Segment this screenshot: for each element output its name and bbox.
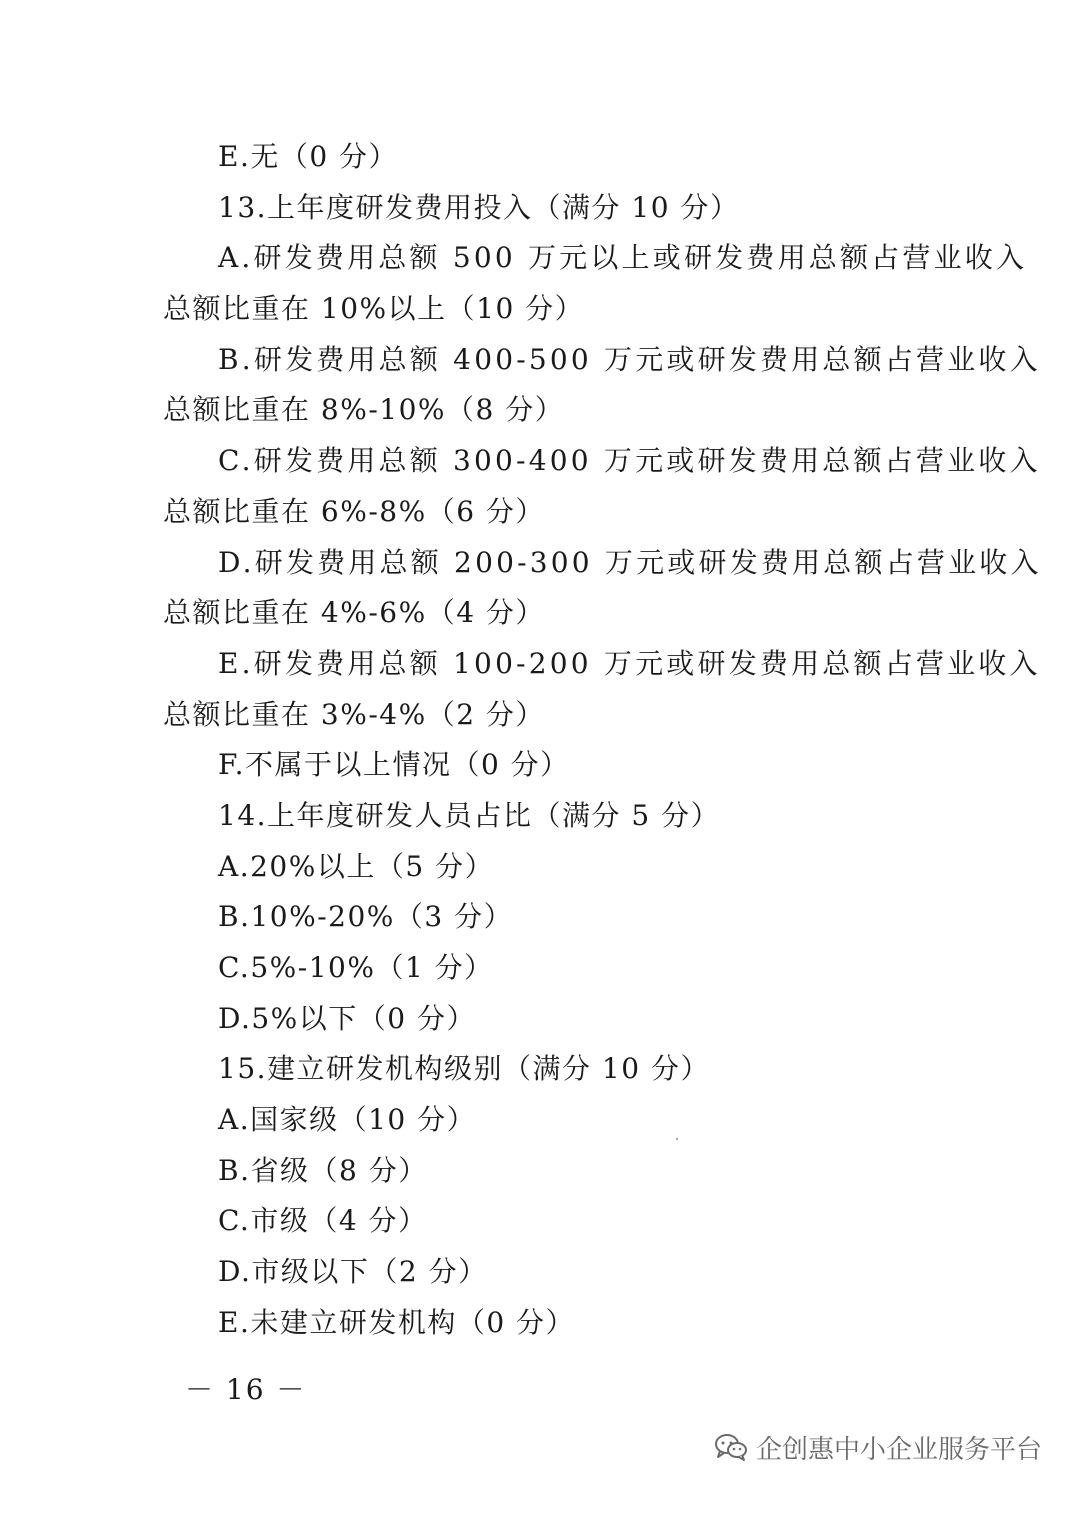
watermark bbox=[714, 1427, 1042, 1467]
paragraph-line: D.市级以下（2 分） bbox=[218, 1255, 488, 1289]
scan-speck bbox=[676, 1138, 678, 1140]
paragraph-line: C.市级（4 分） bbox=[218, 1204, 428, 1238]
paragraph-line: F.不属于以上情况（0 分） bbox=[218, 748, 570, 782]
paragraph-line: 总额比重在 6%-8%（6 分） bbox=[163, 494, 545, 528]
paragraph-line: 总额比重在 8%-10%（8 分） bbox=[163, 393, 565, 427]
section-heading-14: 14.上年度研发人员占比（满分 5 分） bbox=[218, 798, 721, 832]
section-heading-15: 15.建立研发机构级别（满分 10 分） bbox=[218, 1052, 710, 1086]
paragraph-line: B.10%-20%（3 分） bbox=[218, 900, 514, 934]
paragraph-line: E.未建立研发机构（0 分） bbox=[218, 1305, 576, 1339]
wechat-icon bbox=[714, 1432, 748, 1462]
paragraph-line: 总额比重在 4%-6%（4 分） bbox=[163, 596, 545, 630]
paragraph-line: A.研发费用总额 500 万元以上或研发费用总额占营业收入 bbox=[218, 241, 1028, 275]
watermark-text: 企创惠中小企业服务平台 bbox=[755, 1434, 1042, 1465]
paragraph-line: D.5%以下（0 分） bbox=[218, 1001, 476, 1035]
section-heading-13: 13.上年度研发费用投入（满分 10 分） bbox=[218, 190, 740, 224]
paragraph-line: E.研发费用总额 100-200 万元或研发费用总额占营业收入 bbox=[218, 646, 1041, 680]
paragraph-line: 总额比重在 10%以上（10 分） bbox=[163, 292, 585, 326]
paragraph-line: 总额比重在 3%-4%（2 分） bbox=[163, 697, 545, 731]
paragraph-line: B.省级（8 分） bbox=[218, 1153, 428, 1187]
page-number: － 16 － bbox=[185, 1373, 307, 1406]
paragraph-line: C.5%-10%（1 分） bbox=[218, 951, 494, 984]
paragraph-line: D.研发费用总额 200-300 万元或研发费用总额占营业收入 bbox=[218, 545, 1042, 579]
paragraph-line: E.无（0 分） bbox=[218, 140, 399, 173]
document-body bbox=[163, 132, 1042, 1349]
paragraph-line: C.研发费用总额 300-400 万元或研发费用总额占营业收入 bbox=[218, 444, 1041, 478]
paragraph-line: A.国家级（10 分） bbox=[218, 1103, 477, 1137]
paragraph-line: B.研发费用总额 400-500 万元或研发费用总额占营业收入 bbox=[218, 342, 1041, 376]
paragraph-line: A.20%以上（5 分） bbox=[218, 849, 495, 883]
